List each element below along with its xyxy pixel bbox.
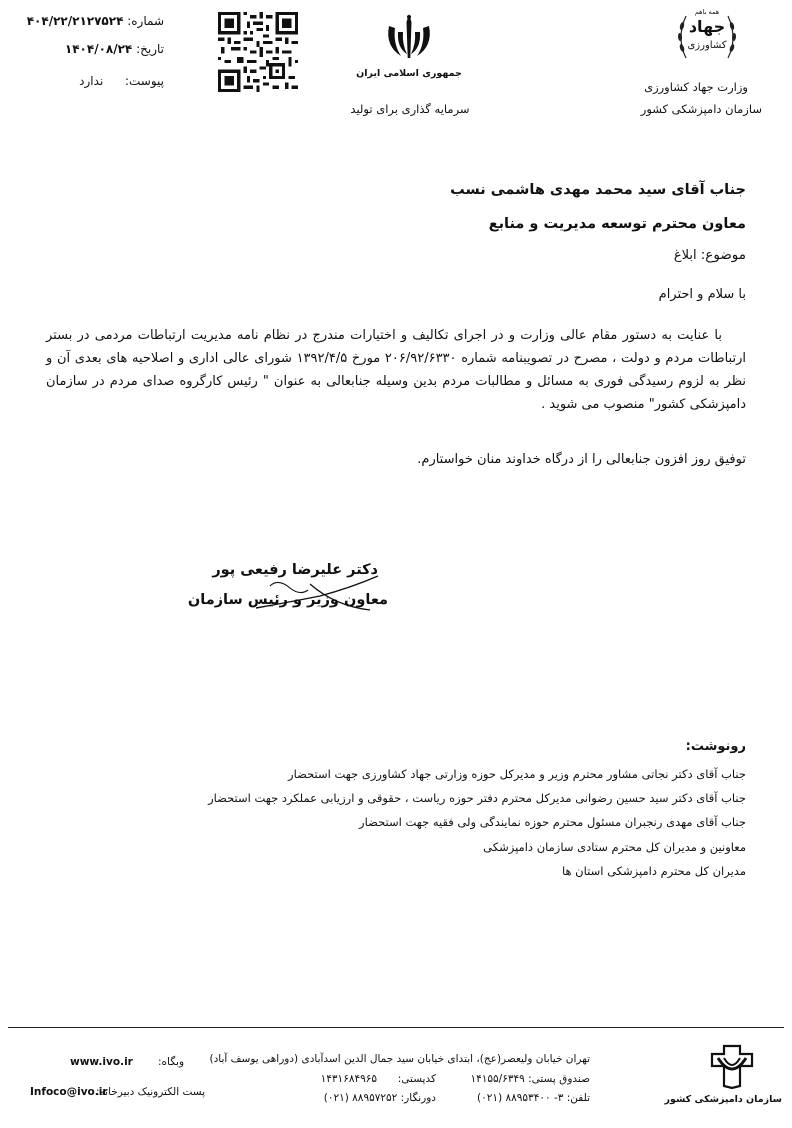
fax-label: دورنگار: (400, 1092, 436, 1104)
closing-sentence: توفیق روز افزون جنابعالی را از درگاه خداوند منان خواستارم. (417, 452, 746, 467)
website-label: وبگاه: (158, 1056, 185, 1068)
letter-number-row (27, 14, 164, 28)
letter-number-label: شماره: (127, 14, 164, 28)
footer-divider (8, 1027, 784, 1028)
jahad-keshavarzi-logo (672, 4, 742, 66)
cc-item: جناب آقای مهدی رنجبران مسئول محترم حوزه نمایندگی ولی فقیه جهت استحضار (359, 815, 746, 829)
cc-item: جناب آقای دکتر نجاتی مشاور محترم وزیر و مدیرکل حوزه وزارتی جهاد کشاورزی جهت استحضار (288, 767, 746, 781)
phone-label: تلفن: (566, 1092, 590, 1104)
footer-postal-code (321, 1073, 436, 1085)
letter-number-value: ۴۰۴/۲۲/۲۱۲۷۵۲۴ (26, 14, 124, 28)
qr-code (218, 12, 298, 92)
letter-date-value: ۱۴۰۴/۰۸/۲۴ (64, 42, 133, 56)
footer-email (30, 1086, 210, 1098)
footer-address: تهران خیابان ولیعصر(عج)، ابتدای خیابان سید جمال الدین اسدآبادی (دوراهی یوسف آباد) (209, 1053, 590, 1065)
subject-value: ابلاغ (673, 248, 697, 263)
signatory-title: معاون وزیر و رئیس سازمان (187, 592, 388, 608)
email-label: پست الکترونیک دبیرخانه: (96, 1086, 206, 1098)
footer-fax (324, 1092, 436, 1104)
body-paragraph: با عنایت به دستور مقام عالی وزارت و در اجرای تکالیف و اختیارات مندرج در نظام نامه مدیریت ارتباطات مردمی در بستر ارتباطات مردم و دولت ، مصرح در تصویبنامه شماره ۲۰۶/۹۲/۶۳۳۰ مورخ ۱۳۹۲/۴/۵ شورای عالی اداری و اصلاحیه های بعدی آن و نظر به لزوم رسیدگی فوری به مسائل و مطالبات مردم بدین وسیله جنابعالی به عنوان " رئیس کارگروه صدای مردم در سازمان دامپزشکی کشور" منصوب می شوید . (46, 328, 746, 412)
emblem-caption: جمهوری اسلامی ایران (356, 68, 462, 79)
postal-code-label: کدپستی: (397, 1073, 436, 1085)
letter-date-row (65, 42, 164, 56)
attachment-label: پیوست: (124, 74, 164, 88)
attachment-row (79, 74, 164, 88)
iran-emblem-icon (383, 10, 435, 64)
cc-item: معاونین و مدیران کل محترم ستادی سازمان دامپزشکی (483, 840, 746, 854)
cc-item: جناب آقای دکتر سید حسین رضوانی مدیرکل محترم دفتر حوزه ریاست ، حقوقی و ارزیابی عملکرد جهت استحضار (208, 791, 746, 805)
email-value[interactable]: Infoco@ivo.ir (30, 1086, 108, 1098)
greeting: با سلام و احترام (658, 287, 746, 302)
ivo-logo-text: سازمان دامپزشکی کشور (664, 1094, 782, 1105)
footer-phone (477, 1092, 590, 1104)
website-value[interactable]: www.ivo.ir (70, 1056, 133, 1068)
footer-website (70, 1056, 185, 1068)
cc-title: رونوشت: (685, 739, 746, 754)
addressee-title: معاون محترم توسعه مدیریت و منابع (488, 216, 746, 232)
letter-date-label: تاریخ: (136, 42, 164, 56)
handwritten-signature (250, 566, 390, 616)
attachment-value: ندارد (79, 74, 104, 88)
cc-item: مدیران کل محترم دامپزشکی استان ها (561, 864, 746, 878)
signatory-name: دکتر علیرضا رفیعی پور (212, 562, 378, 578)
slogan: سرمایه گذاری برای تولید (350, 102, 470, 116)
footer-po-box (470, 1073, 590, 1085)
subject-row (674, 247, 746, 263)
organization-name: سازمان دامپزشکی کشور (640, 102, 762, 116)
phone-value: ۳- ۸۸۹۵۳۴۰۰ (۰۲۱) (477, 1092, 564, 1104)
jahad-logo-subtitle: کشاورزی (687, 40, 727, 51)
postal-code-value: ۱۴۳۱۶۸۴۹۶۵ (320, 1073, 378, 1085)
ministry-name: وزارت جهاد کشاورزی (644, 80, 748, 94)
jahad-logo-small-text: همه باهم (694, 8, 720, 16)
po-box-label: صندوق پستی: (528, 1073, 590, 1085)
addressee-name: جناب آقای سید محمد مهدی هاشمی نسب (450, 182, 746, 198)
subject-label: موضوع: (700, 247, 746, 263)
fax-value: ۸۸۹۵۷۲۵۲ (۰۲۱) (323, 1092, 398, 1104)
jahad-logo-title: جهاد (688, 17, 726, 36)
po-box-value: ۱۴۱۵۵/۶۳۴۹ (470, 1073, 525, 1085)
ivo-logo-icon (700, 1044, 764, 1090)
